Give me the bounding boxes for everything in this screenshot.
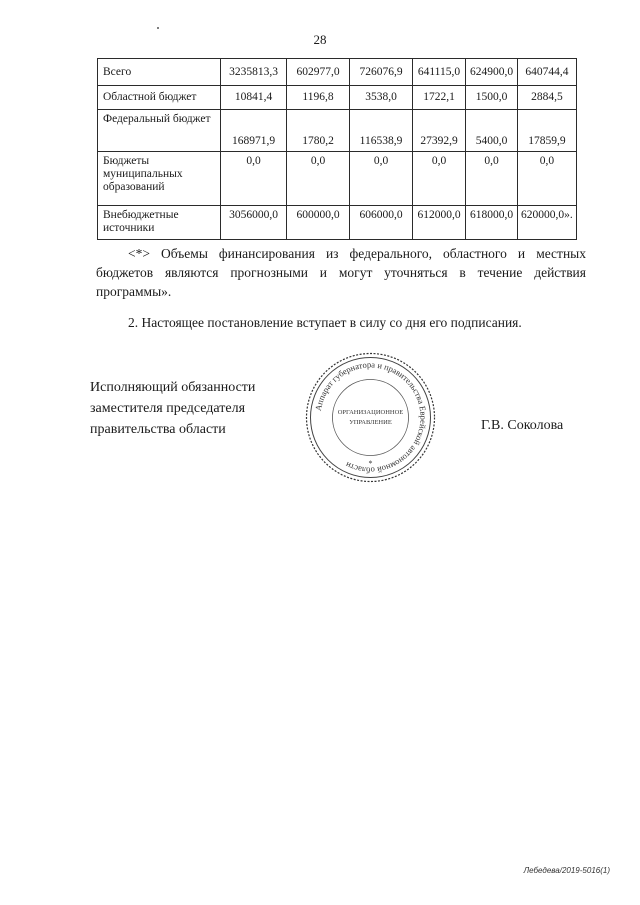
signatory-title: [90, 377, 255, 440]
table-cell: 620000,0».: [518, 206, 577, 240]
table-cell: 5400,0: [466, 110, 518, 152]
stamp-center-line: УПРАВЛЕНИЕ: [349, 419, 392, 426]
table-cell: 1196,8: [287, 86, 350, 110]
table-cell: 27392,9: [413, 110, 466, 152]
signatory-title-line: Исполняющий обязанности: [90, 380, 256, 395]
table-cell: 116538,9: [350, 110, 413, 152]
table-cell: 726076,9: [350, 59, 413, 86]
table-cell: 0,0: [287, 152, 350, 206]
stamp-center-line: ОРГАНИЗАЦИОННОЕ: [337, 409, 404, 416]
table-cell: 1780,2: [287, 110, 350, 152]
row-label: Всего: [98, 59, 221, 86]
table-cell: 618000,0: [466, 206, 518, 240]
table-cell: 600000,0: [287, 206, 350, 240]
table-cell: 1500,0: [466, 86, 518, 110]
table-cell: 3538,0: [350, 86, 413, 110]
row-label: Областной бюджет: [98, 86, 221, 110]
stamp-seal-graphic: [303, 350, 438, 485]
table-cell: 0,0: [221, 152, 287, 206]
row-label: Бюджеты муниципальных образований: [98, 152, 221, 206]
document-code: Лебедева/2019-5016(1): [523, 866, 610, 875]
table-cell: 0,0: [413, 152, 466, 206]
table-cell: 2884,5: [518, 86, 577, 110]
signatory-name: Г.В. Соколова: [481, 418, 564, 433]
table-cell: 640744,4: [518, 59, 577, 86]
table-cell: 17859,9: [518, 110, 577, 152]
star-icon: *: [368, 459, 373, 468]
table-cell: 3235813,3: [221, 59, 287, 86]
page-number: 28: [313, 32, 327, 47]
table-row: [98, 86, 577, 110]
table-cell: 606000,0: [350, 206, 413, 240]
table-row: [98, 110, 577, 152]
signatory-title-line: заместителя председателя: [90, 401, 246, 416]
table-cell: 602977,0: [287, 59, 350, 86]
official-stamp: [303, 350, 438, 485]
table-cell: 0,0: [466, 152, 518, 206]
table-cell: 1722,1: [413, 86, 466, 110]
table-row: [98, 59, 577, 86]
table-cell: 624900,0: [466, 59, 518, 86]
table-cell: 168971,9: [221, 110, 287, 152]
table-cell: 3056000,0: [221, 206, 287, 240]
financing-table: [97, 58, 577, 240]
row-label: Внебюджетные источники: [98, 206, 221, 240]
footnote: <*> Объемы финансирования из федерального, областного и местных бюджетов являются прогнозными и могут уточняться в течение действия программы».: [96, 246, 586, 299]
signatory-title-line: правительства области: [90, 422, 226, 437]
table-row: [98, 206, 577, 240]
effective-date-paragraph: 2. Настоящее постановление вступает в силу со дня его подписания.: [128, 315, 522, 330]
table-cell: 10841,4: [221, 86, 287, 110]
table-row: [98, 152, 577, 206]
stamp-ring-text: Аппарат губернатора и правительства Еврейской автономной области: [312, 359, 429, 476]
table-cell: 641115,0: [413, 59, 466, 86]
table-cell: 612000,0: [413, 206, 466, 240]
scan-speck: [157, 27, 159, 29]
row-label: Федеральный бюджет: [98, 110, 221, 152]
table-cell: 0,0: [518, 152, 577, 206]
table-cell: 0,0: [350, 152, 413, 206]
